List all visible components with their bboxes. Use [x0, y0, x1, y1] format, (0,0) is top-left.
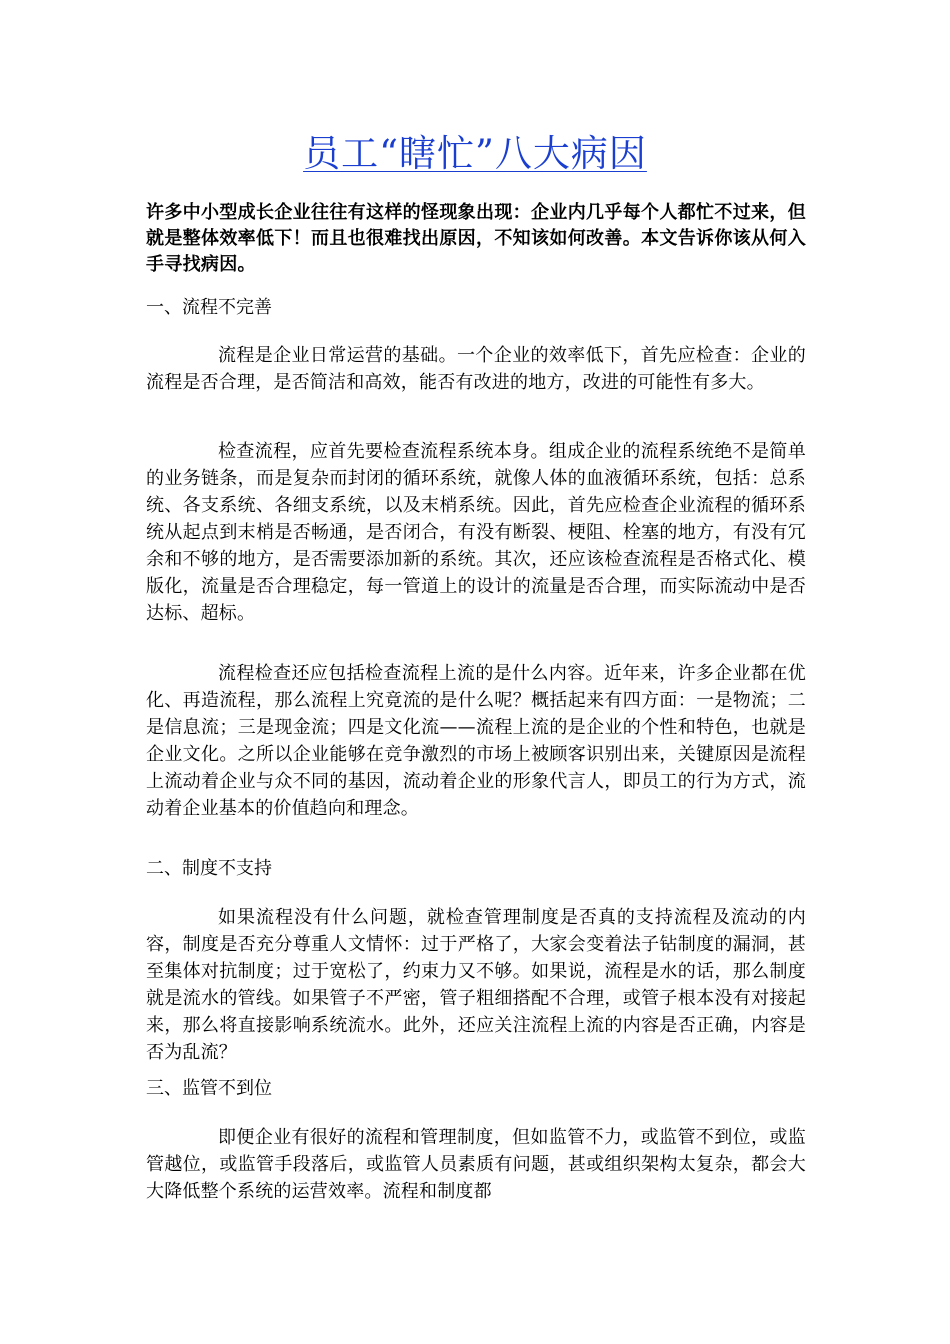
- section-1-paragraph-1: 流程是企业日常运营的基础。一个企业的效率低下，首先应检查：企业的流程是否合理，是否简洁和高效，能否有改进的地方，改进的可能性有多大。: [146, 345, 806, 393]
- section-heading-3: 三、监管不到位: [146, 1078, 272, 1099]
- section-1-paragraph-2: 检查流程，应首先要检查流程系统本身。组成企业的流程系统绝不是简单的业务链条，而是复杂而封闭的循环系统，就像人体的血液循环系统，包括：总系统、各支系统、各细支系统，以及末梢系统。因此，首先应检查企业流程的循环系统从起点到末梢是否畅通，是否闭合，有没有断裂、梗阻、栓塞的地方，有没有冗余和不够的地方，是否需要添加新的系统。其次，还应该检查流程是否格式化、模版化，流量是否合理稳定，每一管道上的设计的流量是否合理，而实际流动中是否达标、超标。: [146, 441, 806, 624]
- section-3-paragraph-1: 即便企业有很好的流程和管理制度，但如监管不力，或监管不到位，或监管越位，或监管手段落后，或监管人员素质有问题，甚或组织架构太复杂，都会大大降低整个系统的运营效率。流程和制度都: [146, 1127, 806, 1202]
- section-heading-2: 二、制度不支持: [146, 858, 272, 879]
- intro-paragraph: 许多中小型成长企业往往有这样的怪现象出现：企业内几乎每个人都忙不过来，但就是整体效率低下！而且也很难找出原因，不知该如何改善。本文告诉你该从何入手寻找病因。: [146, 202, 806, 275]
- section-heading-1: 一、流程不完善: [146, 297, 272, 318]
- document-title[interactable]: 员工“瞎忙”八大病因: [303, 132, 647, 175]
- section-1-paragraph-3: 流程检查还应包括检查流程上流的是什么内容。近年来，许多企业都在优化、再造流程，那么流程上究竟流的是什么呢？概括起来有四方面：一是物流；二是信息流；三是现金流；四是文化流——流程上流的是企业的个性和特色，也就是企业文化。之所以企业能够在竞争激烈的市场上被顾客识别出来，关键原因是流程上流动着企业与众不同的基因，流动着企业的形象代言人，即员工的行为方式，流动着企业基本的价值趋向和理念。: [146, 663, 806, 819]
- section-2-paragraph-1: 如果流程没有什么问题，就检查管理制度是否真的支持流程及流动的内容，制度是否充分尊重人文情怀：过于严格了，大家会变着法子钻制度的漏洞，甚至集体对抗制度；过于宽松了，约束力又不够。如果说，流程是水的话，那么制度就是流水的管线。如果管子不严密，管子粗细搭配不合理，或管子根本没有对接起来，那么将直接影响系统流水。此外，还应关注流程上流的内容是否正确，内容是否为乱流？: [146, 907, 806, 1063]
